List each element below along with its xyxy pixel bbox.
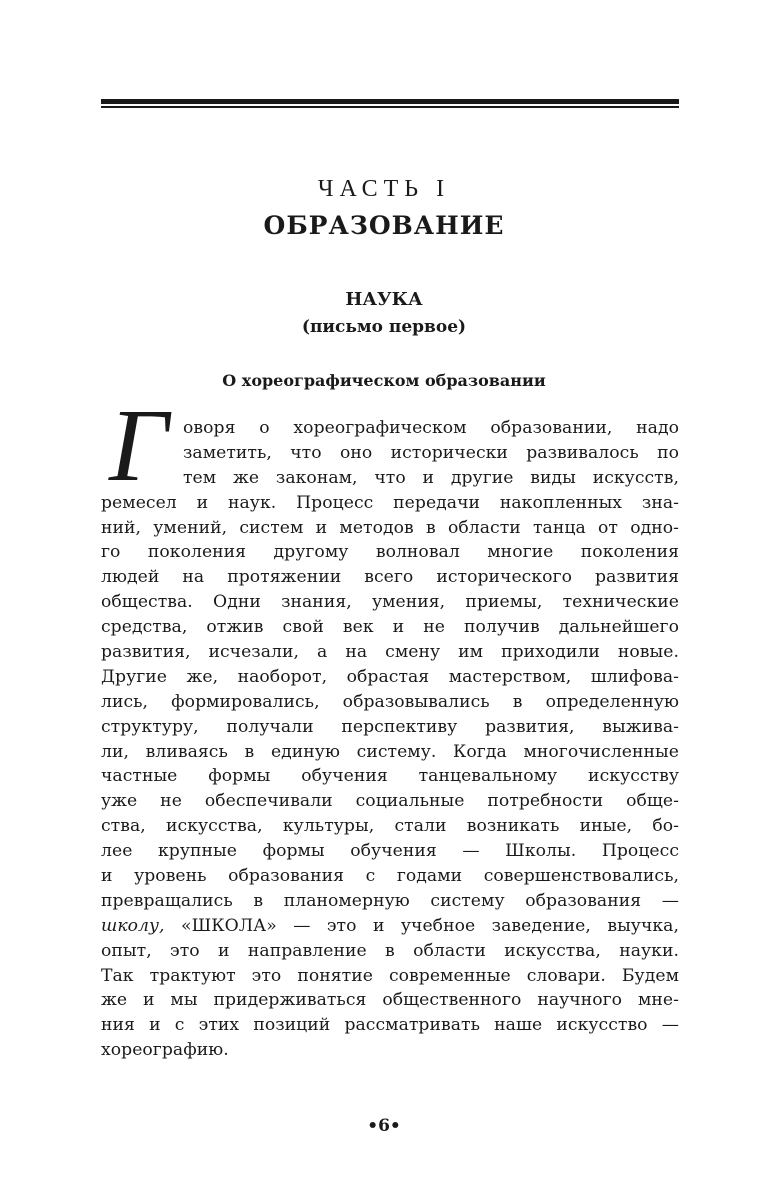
body-line-rest: «ШКОЛА» — это и учебное заведение, выучка, <box>164 915 679 936</box>
body-line: уже не обеспечивали социальные потребности обще- <box>101 791 679 812</box>
body-line: общества. Одни знания, умения, приемы, технические <box>101 592 679 613</box>
body-line: оворя о хореографическом образовании, надо <box>183 418 679 438</box>
body-line: ния и с этих позиций рассматривать наше искусство — <box>101 1015 679 1036</box>
body-line: частные формы обучения танцевальному искусству <box>101 766 679 787</box>
body-line: хореографию. <box>101 1040 229 1061</box>
body-line: опыт, это и направление в области искусства, науки. <box>101 940 679 961</box>
body-line: ний, умений, систем и методов в области танца от одно- <box>101 517 679 538</box>
dropcap-text: Г <box>109 398 169 490</box>
body-line-with-italic <box>101 914 679 939</box>
body-line: структуру, получали перспективу развития, выжива- <box>101 716 679 737</box>
body-paragraph <box>101 416 679 1063</box>
body-line: средства, отжив свой век и не получив дальнейшего <box>101 617 679 638</box>
part-label: ЧАСТЬ I <box>317 176 451 202</box>
body-line: го поколения другому волновал многие поколения <box>101 542 679 563</box>
body-line: ства, искусства, культуры, стали возникать иные, бо- <box>101 816 679 837</box>
body-line: превращались в планомерную систему образования — <box>101 890 679 911</box>
chapter-subtitle: (письмо первое) <box>301 317 467 337</box>
body-line: же и мы придерживаться общественного научного мне- <box>101 990 679 1011</box>
body-line: лись, формировались, образовывались в определенную <box>101 691 679 712</box>
body-line: лее крупные формы обучения — Школы. Процесс <box>101 841 679 862</box>
body-line: развития, исчезали, а на смену им приходили новые. <box>101 642 679 663</box>
body-line: заметить, что оно исторически развивалось по <box>183 442 679 463</box>
body-line: ремесел и наук. Процесс передачи накопленных зна- <box>101 492 679 513</box>
section-title: О хореографическом образовании <box>222 371 546 390</box>
top-rule-thin <box>101 106 679 108</box>
body-line: тем же законам, что и другие виды искусств, <box>183 467 679 488</box>
body-line: Так трактуют это понятие современные словари. Будем <box>101 965 679 986</box>
page-number: •6• <box>367 1116 401 1136</box>
top-rule-thick <box>101 99 679 104</box>
body-line: Другие же, наоборот, обрастая мастерством, шлифова- <box>101 666 679 687</box>
body-line: и уровень образования с годами совершенствовались, <box>101 866 679 887</box>
chapter-title: НАУКА <box>345 289 423 310</box>
italic-word: школу, <box>101 915 165 936</box>
part-title: ОБРАЗОВАНИЕ <box>263 211 505 240</box>
body-line: людей на протяжении всего исторического развития <box>101 567 679 588</box>
body-line: ли, вливаясь в единую систему. Когда многочисленные <box>101 741 679 762</box>
